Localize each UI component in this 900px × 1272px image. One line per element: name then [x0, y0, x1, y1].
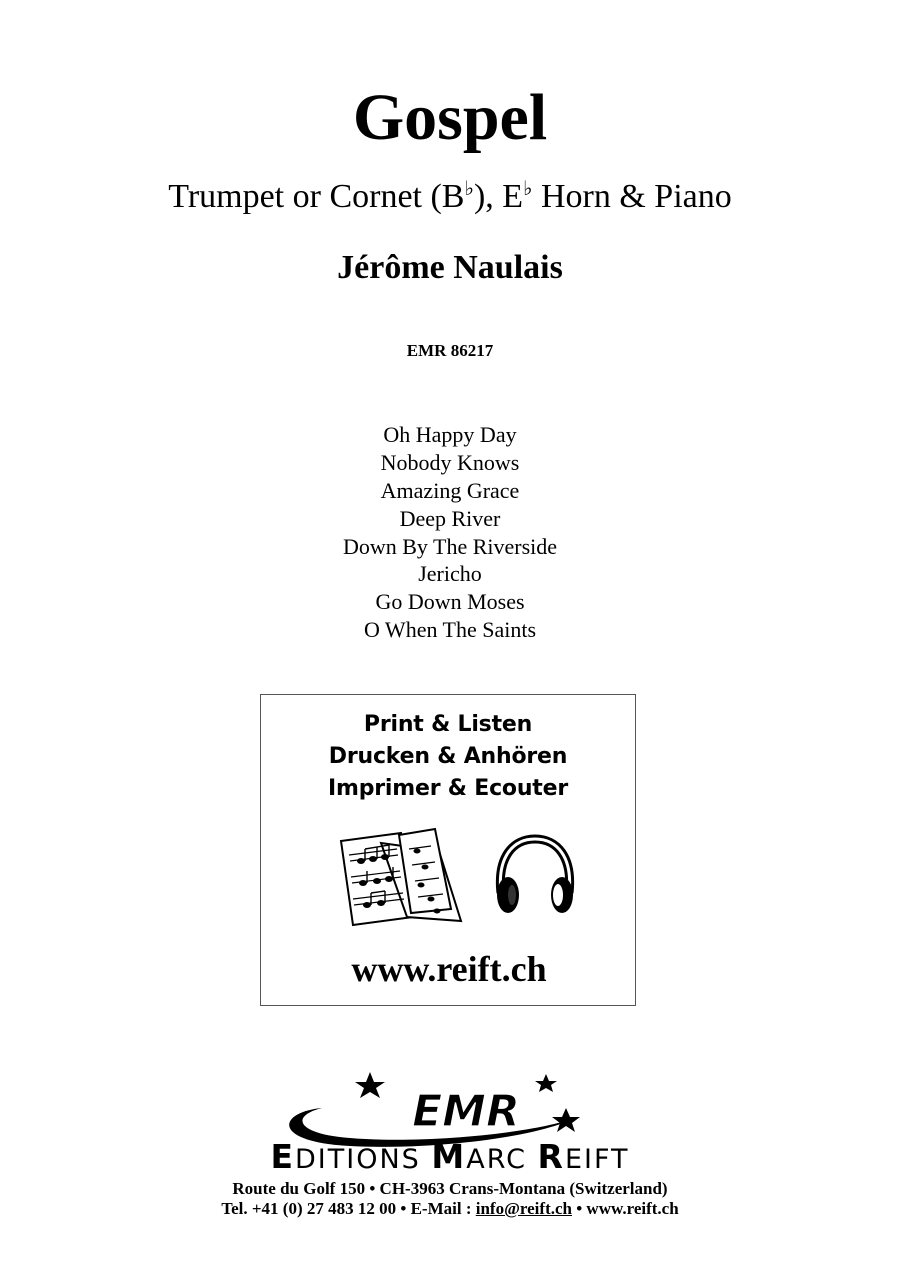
- subtitle-part: ), E: [473, 178, 524, 215]
- list-item: Amazing Grace: [380, 477, 520, 503]
- list-item: Nobody Knows: [380, 449, 520, 475]
- flat-sign: ♭: [523, 178, 533, 200]
- contents-list: [0, 421, 900, 644]
- publisher-address: Route du Golf 150 • CH-3963 Crans-Montana (Switzerland): [232, 1179, 668, 1198]
- page-title: Gospel: [352, 81, 548, 154]
- list-item: Oh Happy Day: [383, 422, 517, 447]
- sheet-music-icon: [341, 829, 461, 925]
- publisher-name-part: DITIONS: [294, 1144, 432, 1175]
- list-item: Jericho: [418, 561, 482, 587]
- publisher-name-part: EIFT: [564, 1144, 630, 1175]
- subtitle-part: Trumpet or Cornet (B: [168, 178, 465, 215]
- subtitle-part: Horn & Piano: [532, 178, 732, 215]
- logo-text: EMR: [412, 1086, 520, 1137]
- catalog-number: EMR 86217: [406, 341, 494, 360]
- publisher-name: [0, 1137, 900, 1176]
- print-listen-box: [260, 694, 636, 1006]
- publisher-name-part: E: [270, 1137, 295, 1176]
- email-link[interactable]: info@reift.ch: [475, 1199, 572, 1218]
- promo-line: Drucken & Anhören: [328, 744, 568, 769]
- instrumentation-subtitle: [0, 176, 900, 218]
- list-item: O When The Saints: [363, 617, 537, 643]
- publisher-name-part: R: [537, 1137, 565, 1176]
- flat-sign: ♭: [464, 178, 474, 200]
- list-item: Go Down Moses: [375, 589, 525, 615]
- composer-name: Jérôme Naulais: [337, 249, 563, 286]
- website-link[interactable]: • www.reift.ch: [571, 1199, 679, 1218]
- publisher-name-part: M: [431, 1137, 467, 1176]
- promo-line: Imprimer & Ecouter: [328, 776, 568, 801]
- promo-line: Print & Listen: [363, 712, 533, 737]
- publisher-name-part: ARC: [466, 1144, 538, 1175]
- telephone: Tel. +41 (0) 27 483 12 00 • E-Mail :: [221, 1199, 476, 1218]
- list-item: Deep River: [399, 505, 501, 531]
- publisher-contact: [0, 1198, 900, 1220]
- headphones-icon: [497, 839, 573, 913]
- list-item: Down By The Riverside: [342, 533, 558, 559]
- website-url[interactable]: www.reift.ch: [351, 949, 547, 989]
